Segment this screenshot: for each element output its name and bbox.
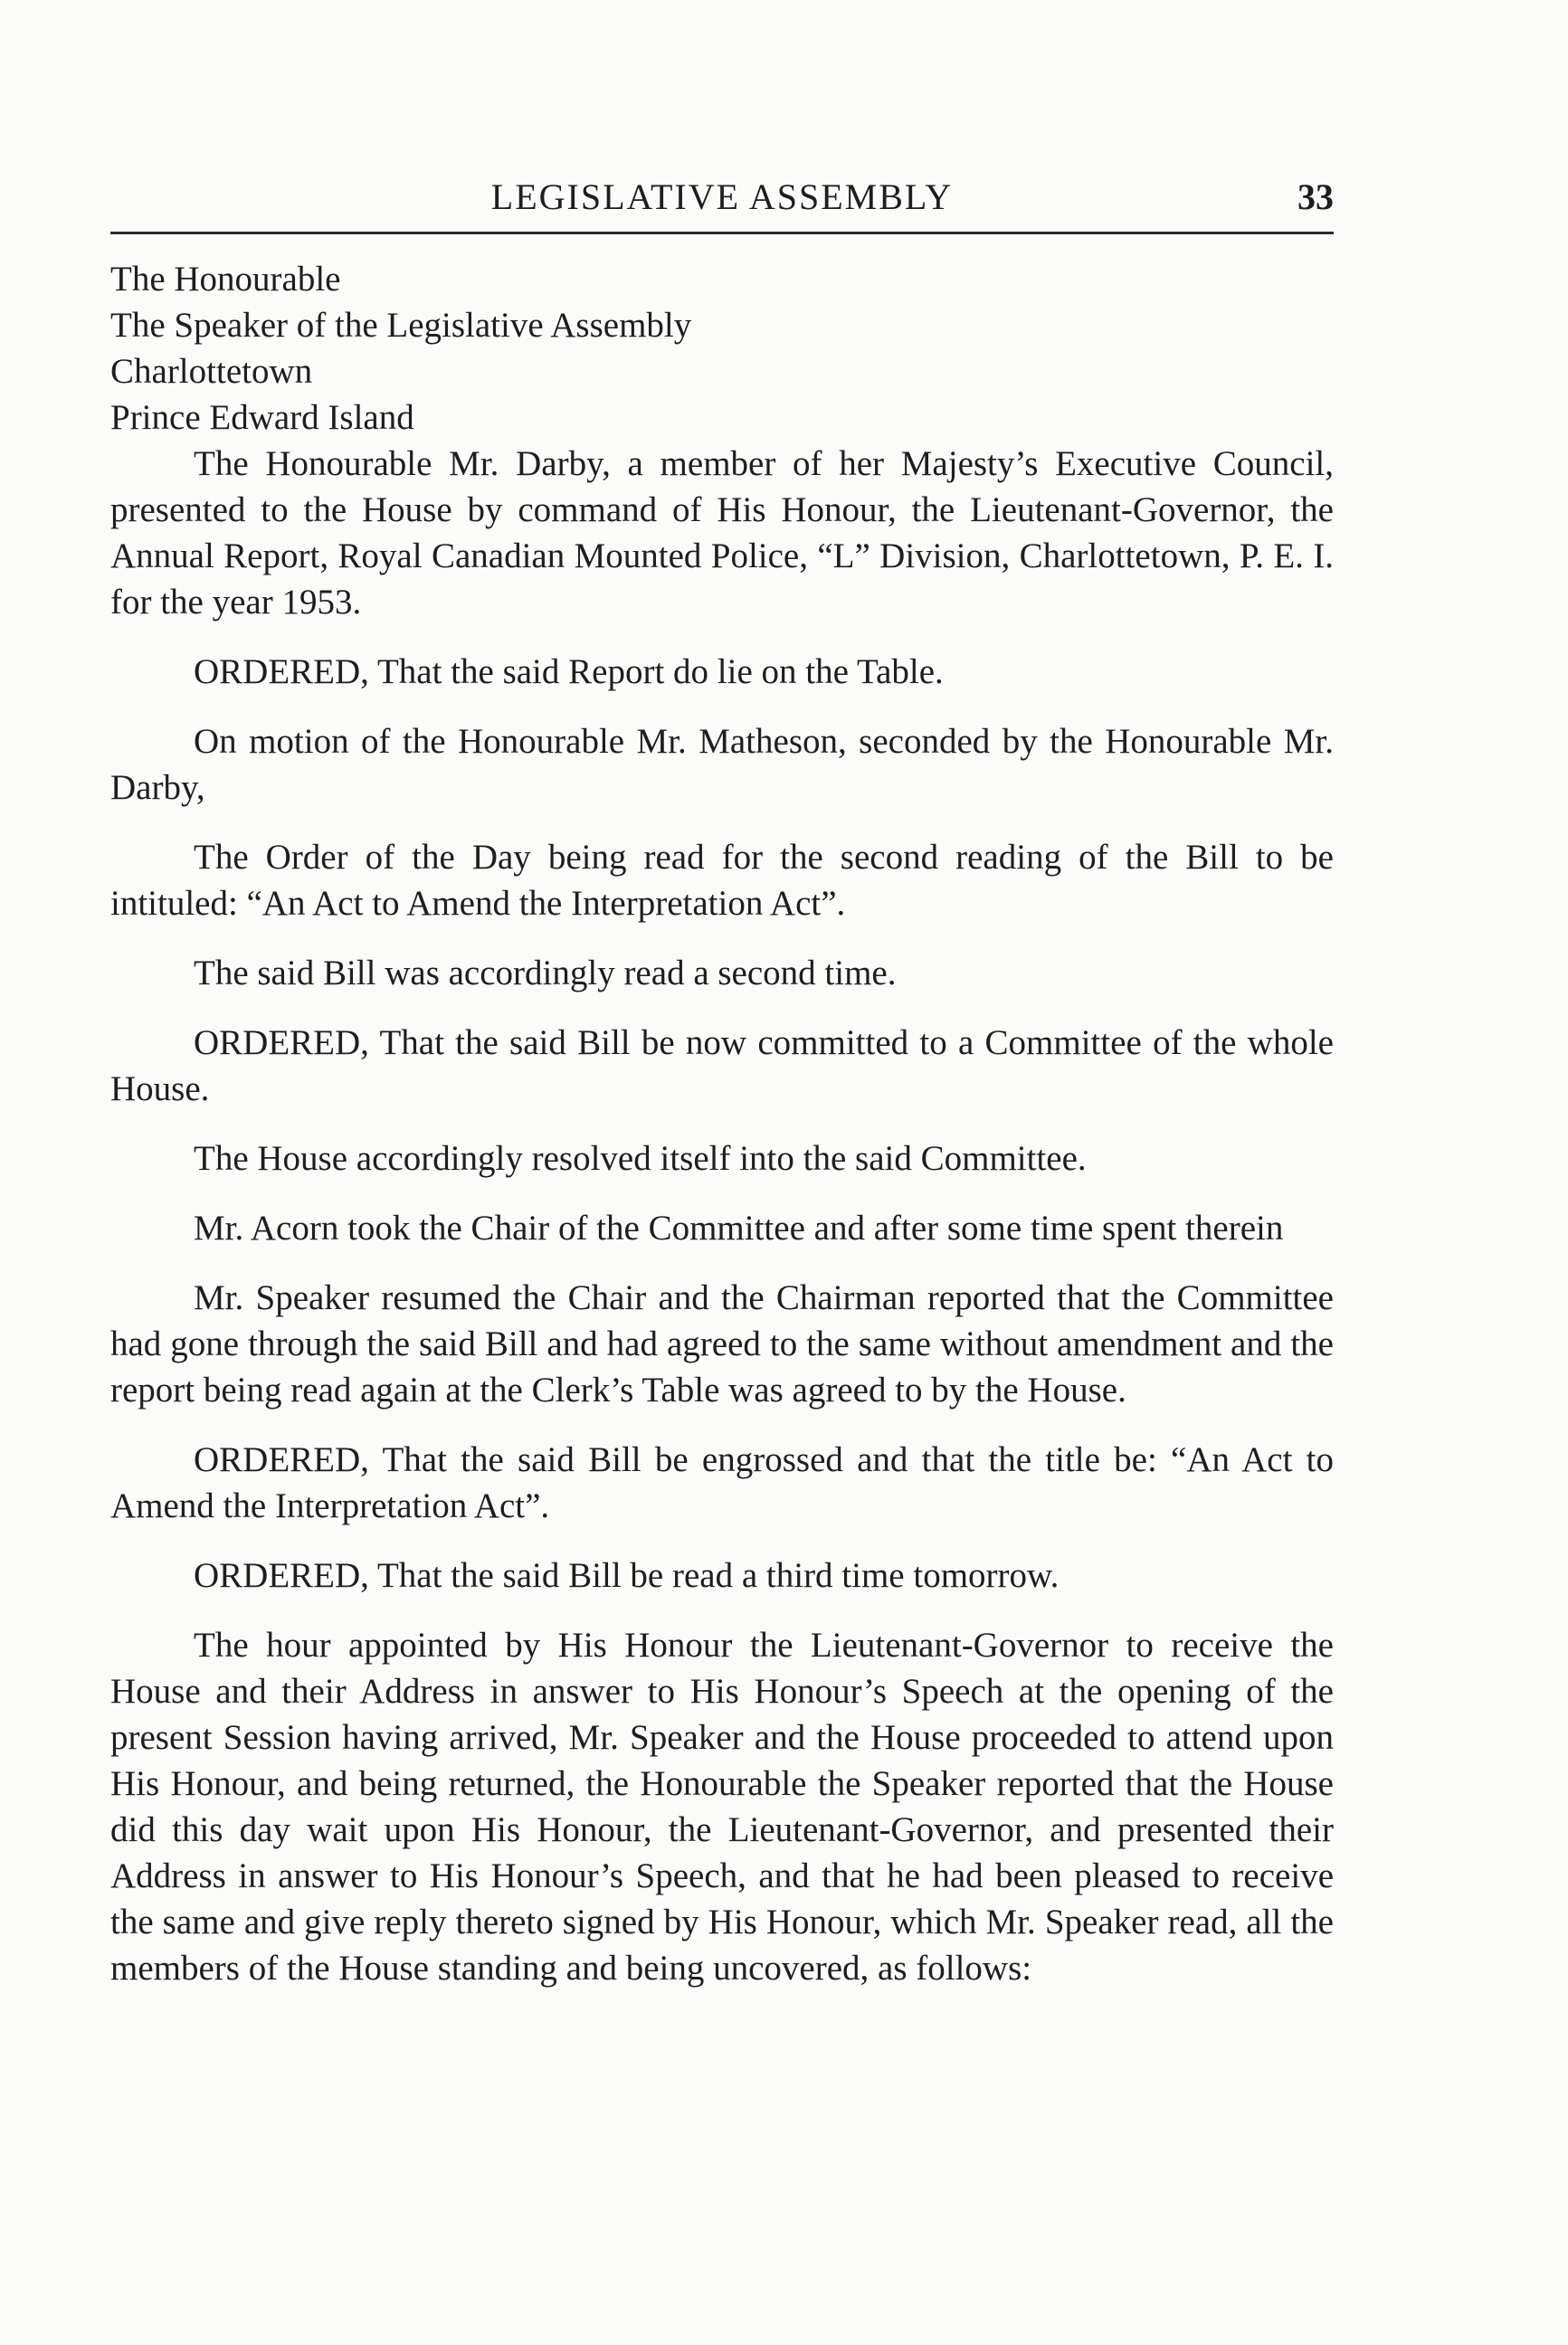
paragraph: The Order of the Day being read for the second reading of the Bill to be intituled: “An Act to Amend the Interpretation Act”. — [110, 838, 1334, 923]
document-page — [110, 174, 1334, 1991]
address-line: Charlottetown — [110, 352, 313, 391]
body-text — [110, 256, 1334, 1991]
address-line: The Honourable — [110, 260, 341, 299]
paragraph: The said Bill was accordingly read a second time. — [194, 954, 897, 992]
paragraph: On motion of the Honourable Mr. Matheson, seconded by the Honourable Mr. Darby, — [110, 722, 1334, 807]
paragraph: ORDERED, That the said Bill be read a third time tomorrow. — [194, 1556, 1060, 1595]
paragraph: ORDERED, That the said Report do lie on the Table. — [194, 652, 944, 691]
paragraph: ORDERED, That the said Bill be engrossed and that the title be: “An Act to Amend the Interpretation Act”. — [110, 1440, 1334, 1525]
paragraph: The Honourable Mr. Darby, a member of her Majesty’s Executive Council, presented to the House by command of His Honour, the Lieutenant-Governor, the Annual Report, Royal Canadian Mounted Police, “L” Division, Charlottetown, P. E. I. for the year 1953. — [110, 444, 1334, 622]
header-title: LEGISLATIVE ASSEMBLY — [490, 176, 954, 217]
address-line: Prince Edward Island — [110, 398, 414, 437]
paragraph: ORDERED, That the said Bill be now committed to a Committee of the whole House. — [110, 1023, 1334, 1108]
page-number: 33 — [1297, 176, 1334, 217]
address-line: The Speaker of the Legislative Assembly — [110, 306, 692, 345]
paragraph: The House accordingly resolved itself into the said Committee. — [194, 1139, 1087, 1178]
running-header — [110, 174, 1334, 234]
paragraph: The hour appointed by His Honour the Lieutenant-Governor to receive the House and their Address in answer to His Honour’s Speech at the opening of the present Session having arrived, Mr. Speaker and the House proceeded to attend upon His Honour, and being returned, the Honourable the Speaker reported that the House did this day wait upon His Honour, the Lieutenant-Governor, and presented their Address in answer to His Honour’s Speech, and that he had been pleased to receive the same and give reply thereto signed by His Honour, which Mr. Speaker read, all the members of the House standing and being uncovered, as follows: — [110, 1626, 1334, 1988]
paragraph: Mr. Acorn took the Chair of the Committee and after some time spent therein — [194, 1209, 1284, 1248]
paragraph: Mr. Speaker resumed the Chair and the Chairman reported that the Committee had gone through the said Bill and had agreed to the same without amendment and the report being read again at the Clerk’s Table was agreed to by the House. — [110, 1278, 1334, 1410]
